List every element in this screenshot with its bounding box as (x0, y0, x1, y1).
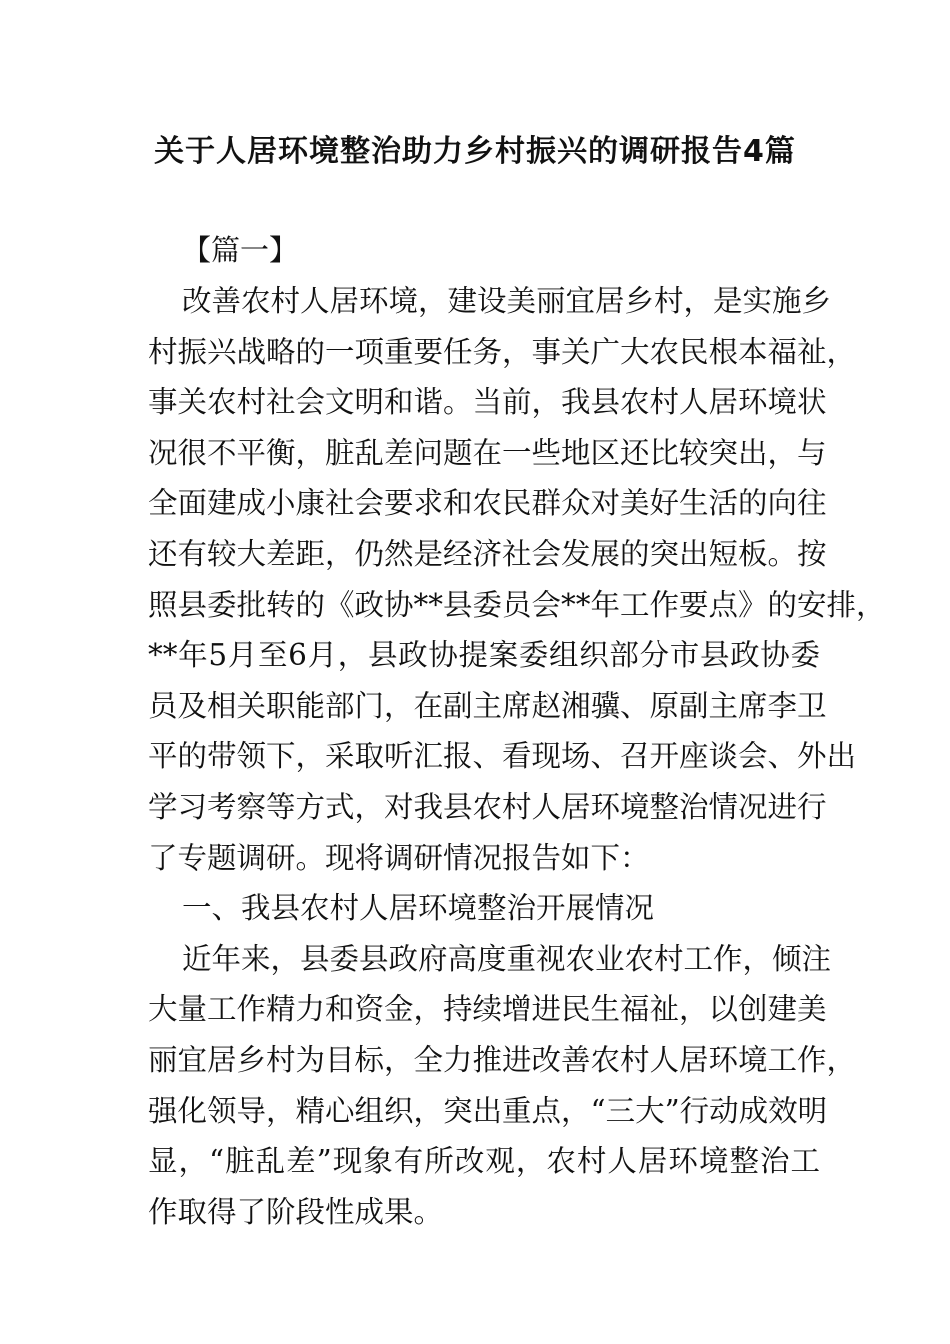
text-line: 还有较大差距，仍然是经济社会发展的突出短板。按 (148, 536, 827, 571)
document-body (148, 276, 886, 1237)
section-label: 【篇一】 (182, 233, 299, 267)
text-line: 照县委批转的《政协**县委员会**年工作要点》的安排， (148, 587, 886, 622)
text-line: 显，“脏乱差”现象有所改观，农村人居环境整治工 (148, 1144, 820, 1179)
text-line: 况很不平衡，脏乱差问题在一些地区还比较突出，与 (148, 435, 827, 470)
text-line: 改善农村人居环境，建设美丽宜居乡村，是实施乡 (182, 284, 832, 318)
text-line: 村振兴战略的一项重要任务，事关广大农民根本福祉， (148, 334, 857, 369)
text-line: 员及相关职能部门，在副主席赵湘骥、原副主席李卫 (148, 688, 827, 723)
text-line: 作取得了阶段性成果。 (148, 1194, 444, 1229)
text-line: 了专题调研。现将调研情况报告如下： (148, 840, 650, 875)
text-line: 丽宜居乡村为目标，全力推进改善农村人居环境工作， (148, 1042, 857, 1077)
section-heading: 一、我县农村人居环境整治开展情况 (182, 891, 655, 926)
text-line: 平的带领下，采取听汇报、看现场、召开座谈会、外出 (148, 739, 857, 774)
text-line: 强化领导，精心组织，突出重点，“三大”行动成效明 (148, 1093, 828, 1128)
text-line: 大量工作精力和资金，持续增进民生福祉，以创建美 (148, 992, 827, 1027)
text-line: **年5月至6月，县政协提案委组织部分市县政协委 (148, 638, 820, 673)
text-line: 近年来，县委县政府高度重视农业农村工作，倾注 (182, 941, 832, 976)
text-line: 学习考察等方式，对我县农村人居环境整治情况进行 (148, 789, 827, 824)
document-title: 关于人居环境整治助力乡村振兴的调研报告4篇 (154, 134, 796, 169)
text-line: 全面建成小康社会要求和农民群众对美好生活的向往 (148, 486, 827, 521)
text-line: 事关农村社会文明和谐。当前，我县农村人居环境状 (148, 385, 827, 420)
